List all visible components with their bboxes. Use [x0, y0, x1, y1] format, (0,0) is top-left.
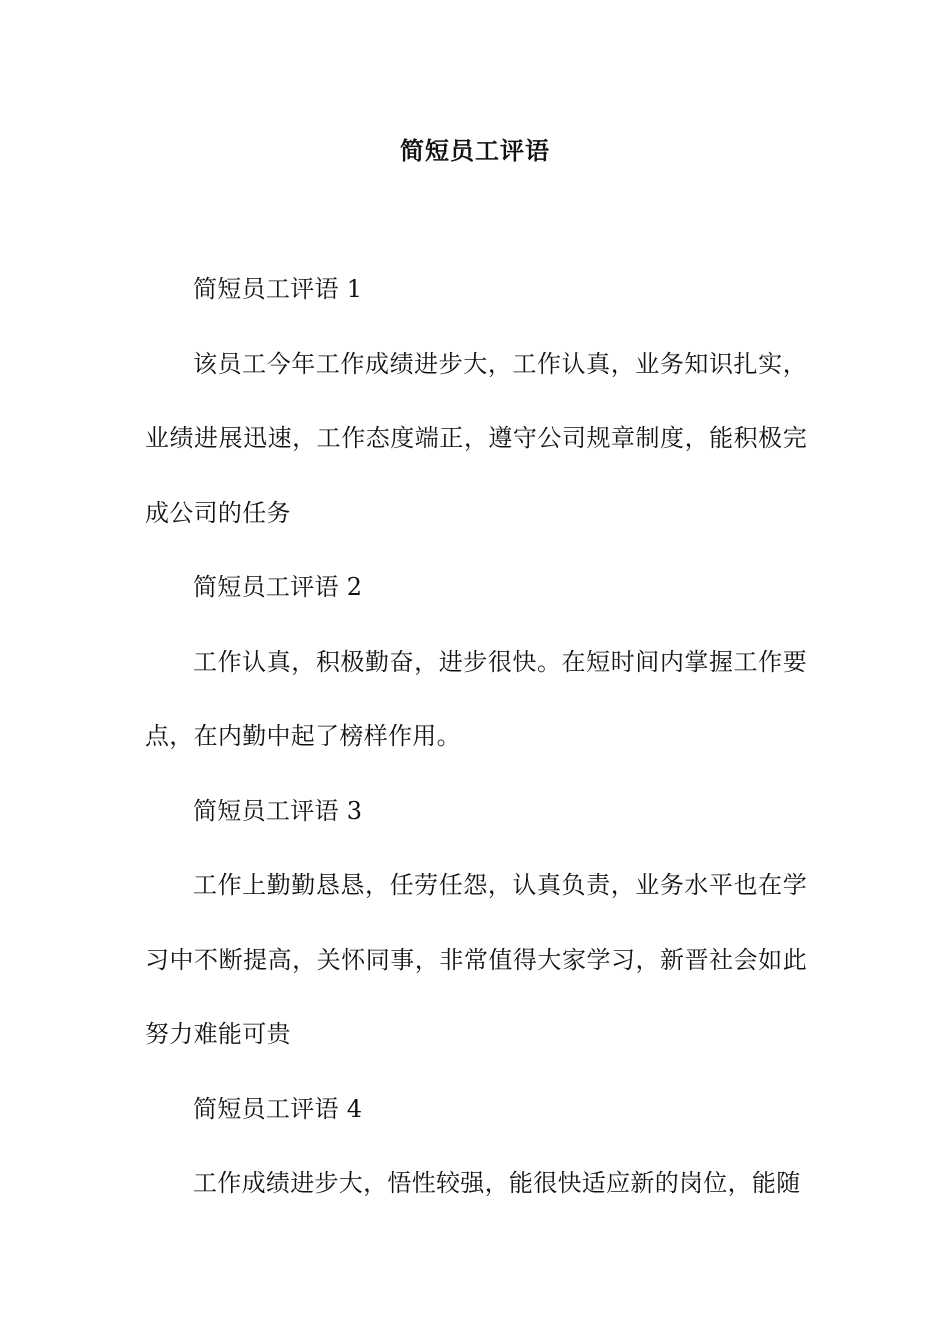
- section-heading-4: 简短员工评语 4: [193, 1094, 363, 1123]
- document-title: 简短员工评语: [400, 136, 550, 165]
- comment-paragraph-3: 工作上勤勤恳恳，任劳任怨，认真负责，业务水平也在学习中不断提高，关怀同事，非常值得大家学习，新晋社会如此努力难能可贵: [145, 871, 807, 1048]
- comment-paragraph-1: 该员工今年工作成绩进步大，工作认真，业务知识扎实，业绩进展迅速，工作态度端正，遵守公司规章制度，能积极完成公司的任务: [145, 349, 807, 527]
- section-heading-2: 简短员工评语 2: [193, 573, 363, 601]
- comment-paragraph-4: 工作成绩进步大，悟性较强，能很快适应新的岗位，能随: [193, 1169, 801, 1197]
- section-heading-1: 简短员工评语 1: [193, 275, 363, 303]
- section-heading-3: 简短员工评语 3: [193, 796, 363, 825]
- comment-paragraph-2: 工作认真，积极勤奋，进步很快。在短时间内掌握工作要点，在内勤中起了榜样作用。: [145, 647, 807, 750]
- document-body: [145, 252, 807, 1221]
